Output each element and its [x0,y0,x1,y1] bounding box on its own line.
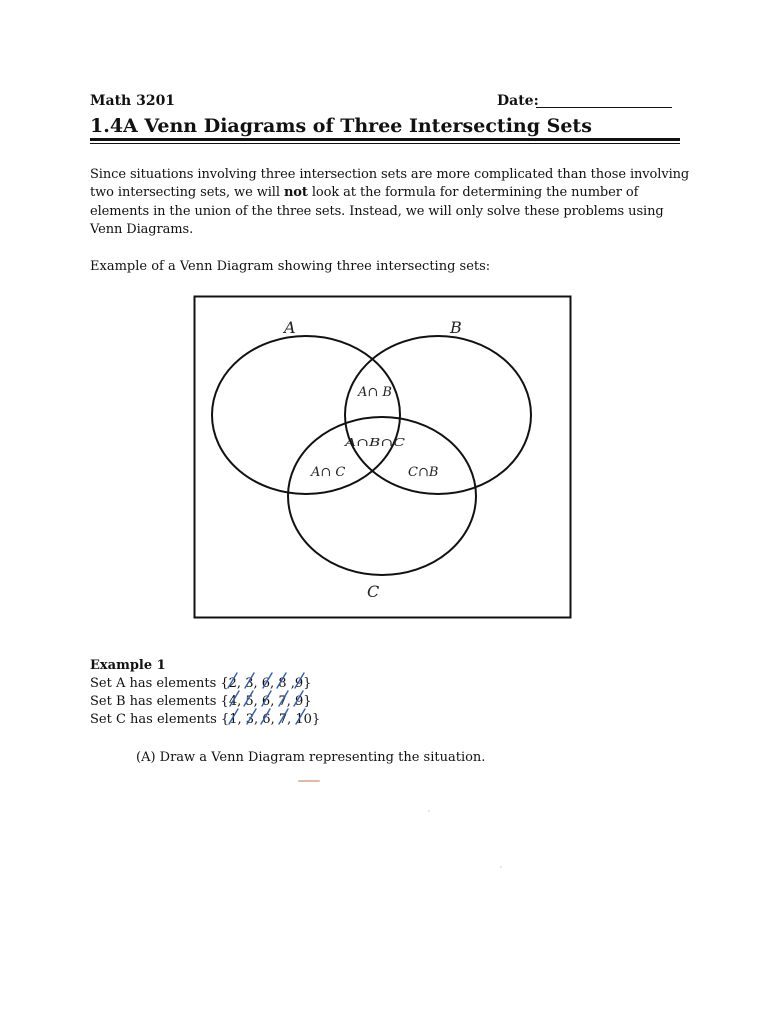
set-element: 9 [295,676,303,691]
pen-check-mark [244,671,256,691]
pen-check-mark [261,671,273,691]
intro-text-2: look at the formula for determining the number of elements in the union of the three sets. Instead, we will only solve these problems using Venn Diagrams. [90,185,664,237]
set-element: 6 [262,712,270,727]
venn-label-a-and-c: A∩ C [311,465,346,480]
set-a-label: Set A has elements { [90,676,229,691]
set-element: 7 [279,712,287,727]
example-heading: Example 1 [90,658,166,673]
set-c-line: Set C has elements {1 , 3 , 6 , 7 , 10 } [90,712,320,727]
paper-speck [500,866,502,868]
pen-check-mark [261,689,273,709]
set-element: 4 [229,694,237,709]
pen-check-mark [277,689,289,709]
set-element: 7 [278,694,286,709]
venn-label-b: B [450,318,462,337]
date-label: Date: [497,93,539,109]
set-element: 3 [246,712,254,727]
set-element: 1 [229,712,237,727]
set-c-label: Set C has elements { [90,712,230,727]
pen-check-mark [228,707,240,727]
title-rule-thick [90,138,680,141]
title-rule-thin [90,143,680,144]
venn-label-c-and-b: C∩B [408,465,439,480]
page-title: 1.4A Venn Diagrams of Three Intersecting Sets [90,115,592,137]
set-b-label: Set B has elements { [90,694,229,709]
course-code: Math 3201 [90,93,176,109]
set-element: 5 [245,694,253,709]
venn-label-a-and-b-and-c: A∩B∩C [343,436,406,449]
set-element: 2 [229,676,237,691]
venn-diagram [193,295,573,620]
set-b-line: Set B has elements {4 , 5 , 6 , 7 , 9 } [90,694,312,709]
set-element: 9 [295,694,303,709]
venn-label-a-and-b: A∩ B [358,385,392,400]
diagram-caption: Example of a Venn Diagram showing three intersecting sets: [90,259,491,274]
pen-check-mark [228,671,240,691]
pen-check-mark [294,707,306,727]
pen-check-mark [294,671,306,691]
set-element: 3 [245,676,253,691]
pen-smudge [298,780,320,782]
pen-check-mark [278,707,290,727]
set-element: 6 [262,694,270,709]
date-blank-line [536,107,672,108]
intro-paragraph [90,166,690,239]
paper-speck [428,810,430,812]
pen-check-mark [245,707,257,727]
set-b-close: } [303,694,312,709]
pen-check-mark [244,689,256,709]
venn-label-c: C [367,582,380,601]
venn-universal-box [195,297,571,618]
set-element: 6 [262,676,270,691]
set-element: 8 [278,676,286,691]
set-a-line: Set A has elements {2 , 3 , 6 , 8 ,9 } [90,676,311,691]
set-a-close: } [303,676,312,691]
set-c-close: } [311,712,321,727]
intro-text-1: Since situations involving three intersection sets are more complicated than those involving two intersecting sets, we will [90,167,690,201]
pen-check-mark [228,689,240,709]
pen-check-mark [294,689,306,709]
part-a-instruction: (A) Draw a Venn Diagram representing the situation. [136,750,486,765]
pen-check-mark [261,707,273,727]
set-element: 10 [295,712,312,727]
pen-check-mark [277,671,289,691]
intro-bold-word: not [283,185,308,201]
venn-label-a: A [284,318,296,337]
